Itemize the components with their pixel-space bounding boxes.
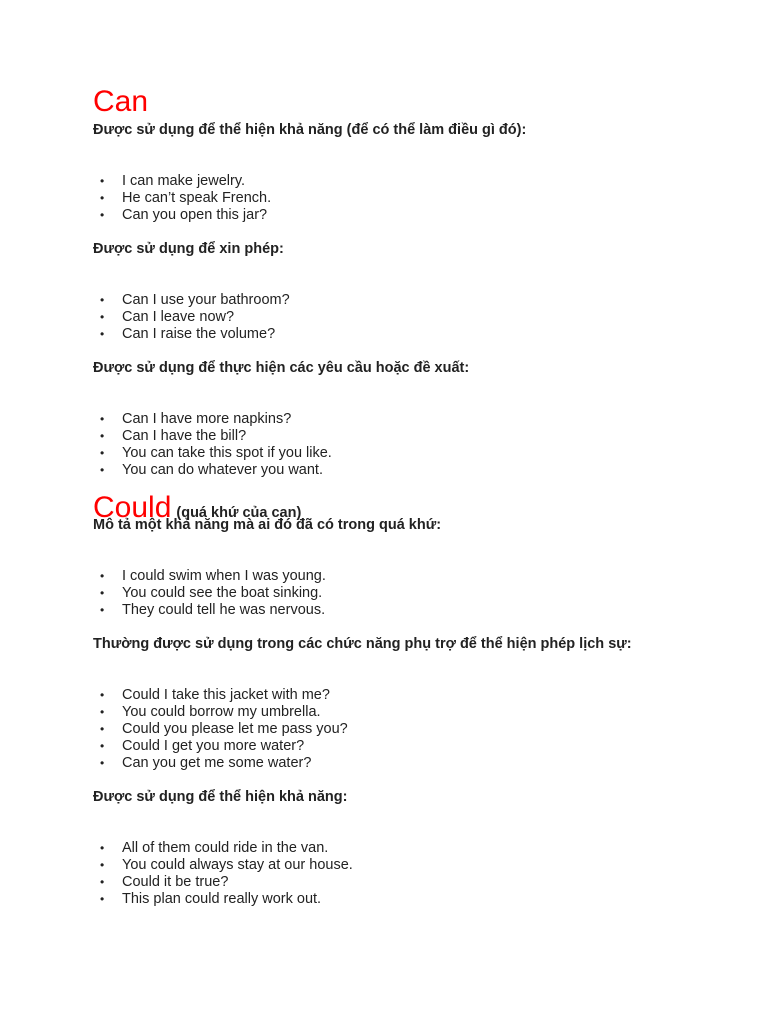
list-item: • Can I leave now? [100,309,235,325]
list-item: • Can you open this jar? [100,207,268,223]
bullet-icon: • [100,293,105,307]
bullet-icon: • [100,174,105,188]
bullet-icon: • [100,722,105,736]
bullet-icon: • [100,892,105,906]
bullet-icon: • [100,310,105,324]
list-item: • You can do whatever you want. [100,462,323,478]
section-title: Could [93,491,172,524]
list-item: • Could I get you more water? [100,738,305,754]
list-item: • Can I use your bathroom? [100,292,290,308]
bullet-icon: • [100,446,105,460]
list-item: • You can take this spot if you like. [100,445,332,461]
section-title: Can [93,85,149,118]
document-page [93,84,733,908]
usage-heading: Mô tả một khả năng mà ai đó đã có trong quá khứ: [93,517,442,533]
bullet-icon: • [100,569,105,583]
example-list [93,292,733,343]
example-list [93,840,733,908]
list-item: • Can I raise the volume? [100,326,276,342]
list-item: • I could swim when I was young. [100,568,326,584]
bullet-icon: • [100,841,105,855]
example-list [93,568,733,619]
bullet-icon: • [100,191,105,205]
bullet-icon: • [100,688,105,702]
bullet-icon: • [100,463,105,477]
list-item: • Could I take this jacket with me? [100,687,330,703]
example-list [93,173,733,224]
list-item: • Can you get me some water? [100,755,312,771]
bullet-icon: • [100,429,105,443]
usage-heading: Được sử dụng để thực hiện các yêu cầu hoặc đề xuất: [93,360,470,376]
bullet-icon: • [100,327,105,341]
example-list [93,411,733,479]
list-item: • All of them could ride in the van. [100,840,329,856]
list-item: • He can’t speak French. [100,190,272,206]
bullet-icon: • [100,858,105,872]
list-item: • Can I have the bill? [100,428,247,444]
usage-heading: Được sử dụng để xin phép: [93,241,284,257]
list-item: • I can make jewelry. [100,173,246,189]
usage-heading: Được sử dụng để thể hiện khả năng: [93,789,348,805]
section-title-note: (quá khứ của can) [176,505,302,521]
bullet-icon: • [100,739,105,753]
section-could [93,490,733,908]
list-item: • This plan could really work out. [100,891,322,907]
example-list [93,687,733,772]
list-item: • Can I have more napkins? [100,411,292,427]
section-can [93,84,733,479]
bullet-icon: • [100,603,105,617]
bullet-icon: • [100,412,105,426]
usage-heading: Thường được sử dụng trong các chức năng phụ trợ để thể hiện phép lịch sự: [93,636,632,652]
bullet-icon: • [100,208,105,222]
list-item: • Could you please let me pass you? [100,721,348,737]
bullet-icon: • [100,756,105,770]
section-title-row [93,84,733,118]
list-item: • You could borrow my umbrella. [100,704,321,720]
usage-heading: Được sử dụng để thể hiện khả năng (để có thể làm điều gì đó): [93,122,527,138]
bullet-icon: • [100,705,105,719]
list-item: • You could always stay at our house. [100,857,353,873]
list-item: • You could see the boat sinking. [100,585,323,601]
list-item: • They could tell he was nervous. [100,602,326,618]
bullet-icon: • [100,875,105,889]
bullet-icon: • [100,586,105,600]
list-item: • Could it be true? [100,874,229,890]
